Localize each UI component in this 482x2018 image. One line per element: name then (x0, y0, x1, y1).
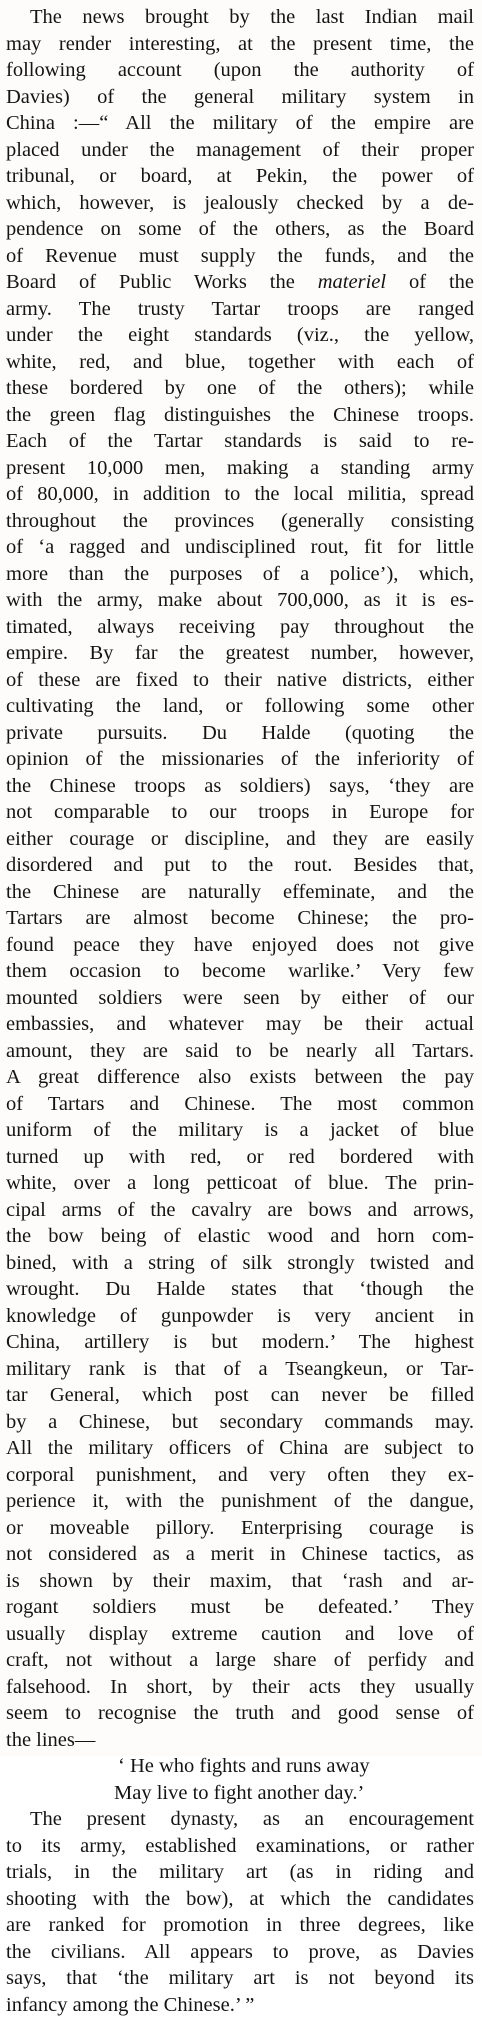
text-line: the Chinese are naturally effeminate, and the (6, 879, 474, 906)
text-line: of Tartars and Chinese. The most common (6, 1091, 474, 1118)
text-line: China :—“ All the military of the empire are (6, 110, 474, 137)
text-line: of Revenue must supply the funds, and the (6, 243, 474, 270)
text-line: the bow being of elastic wood and horn com- (6, 1223, 474, 1250)
text-line: corporal punishment, and very often they ex- (6, 1462, 474, 1489)
text-line: falsehood. In short, by their acts they usually (6, 1674, 474, 1701)
text-line: white, red, and blue, together with each of (6, 349, 474, 376)
text-line: The present dynasty, as an encouragement (6, 1806, 474, 1833)
text-line: either courage or discipline, and they are easily (6, 826, 474, 853)
text-line: following account (upon the authority of (6, 57, 474, 84)
text-line: more than the purposes of a police’), which, (6, 561, 474, 588)
text-line: China, artillery is but modern.’ The highest (6, 1329, 474, 1356)
text-line: to its army, established examinations, or rather (6, 1833, 474, 1860)
text-line: of these are fixed to their native districts, either (6, 667, 474, 694)
text-line: these bordered by one of the others); while (6, 375, 474, 402)
text-line: not considered as a merit in Chinese tactics, as (6, 1541, 474, 1568)
text-line: disordered and put to the rout. Besides that, (6, 852, 474, 879)
text-line: perience it, with the punishment of the dangue, (6, 1488, 474, 1515)
text-line: throughout the provinces (generally consisting (6, 508, 474, 535)
text-line: under the eight standards (viz., the yellow, (6, 322, 474, 349)
text-line: private pursuits. Du Halde (quoting the (6, 720, 474, 747)
text-line: empire. By far the greatest number, however, (6, 640, 474, 667)
text-line: Board of Public Works the materiel of the (6, 269, 474, 296)
text-line: tar General, which post can never be filled (6, 1382, 474, 1409)
text-line: pendence on some of the others, as the Board (6, 216, 474, 243)
text-line: mounted soldiers were seen by either of our (6, 985, 474, 1012)
verse-line: ‘ He who fights and runs away (6, 1753, 474, 1780)
text-line: seem to recognise the truth and good sense of (6, 1700, 474, 1727)
text-line: Each of the Tartar standards is said to re- (6, 428, 474, 455)
text-line: embassies, and whatever may be their actual (6, 1011, 474, 1038)
text-line: military rank is that of a Tseangkeun, or Tar- (6, 1356, 474, 1383)
body-paragraph (6, 4, 474, 1753)
text-line: amount, they are said to be nearly all Tartars. (6, 1038, 474, 1065)
text-line: them occasion to become warlike.’ Very few (6, 958, 474, 985)
text-line: the civilians. All appears to prove, as Davies (6, 1939, 474, 1966)
text-line: army. The trusty Tartar troops are ranged (6, 296, 474, 323)
text-line: bined, with a string of silk strongly twisted and (6, 1250, 474, 1277)
text-line: shooting with the bow), at which the candidates (6, 1886, 474, 1913)
closing-paragraph (6, 1806, 474, 2018)
text-line: of ‘a ragged and undisciplined rout, fit for little (6, 534, 474, 561)
text-line: says, that ‘the military art is not beyond its (6, 1965, 474, 1992)
text-line: trials, in the military art (as in riding and (6, 1859, 474, 1886)
verse-line: May live to fight another day.’ (6, 1780, 474, 1807)
text-line: present 10,000 men, making a standing army (6, 455, 474, 482)
text-line: with the army, make about 700,000, as it is es- (6, 587, 474, 614)
text-line: turned up with red, or red bordered with (6, 1144, 474, 1171)
text-line: cipal arms of the cavalry are bows and arrows, (6, 1197, 474, 1224)
text-line: of 80,000, in addition to the local militia, spread (6, 481, 474, 508)
text-line: uniform of the military is a jacket of blue (6, 1117, 474, 1144)
text-line: are ranked for promotion in three degrees, like (6, 1912, 474, 1939)
text-line: which, however, is jealously checked by a de- (6, 190, 474, 217)
verse-quote (6, 1753, 474, 1806)
text-line: timated, always receiving pay throughout the (6, 614, 474, 641)
text-line: A great difference also exists between the pay (6, 1064, 474, 1091)
text-line: is shown by their maxim, that ‘rash and ar- (6, 1568, 474, 1595)
text-line: All the military officers of China are subject to (6, 1435, 474, 1462)
text-line: knowledge of gunpowder is very ancient in (6, 1303, 474, 1330)
text-line: or moveable pillory. Enterprising courage is (6, 1515, 474, 1542)
text-line: may render interesting, at the present time, the (6, 31, 474, 58)
emphasis-word: materiel (318, 271, 386, 293)
text-line: cultivating the land, or following some other (6, 693, 474, 720)
text-line: found peace they have enjoyed does not give (6, 932, 474, 959)
text-line: not comparable to our troops in Europe for (6, 799, 474, 826)
text-line: Tartars are almost become Chinese; the pro- (6, 905, 474, 932)
text-line: craft, not without a large share of perfidy and (6, 1647, 474, 1674)
text-line: white, over a long petticoat of blue. The prin- (6, 1170, 474, 1197)
text-line: placed under the management of their proper (6, 137, 474, 164)
text-line: by a Chinese, but secondary commands may. (6, 1409, 474, 1436)
text-line: Davies) of the general military system in (6, 84, 474, 111)
article-column (6, 4, 474, 2018)
text-line: opinion of the missionaries of the inferiority of (6, 746, 474, 773)
text-line: usually display extreme caution and love of (6, 1621, 474, 1648)
text-line: tribunal, or board, at Pekin, the power of (6, 163, 474, 190)
text-line: rogant soldiers must be defeated.’ They (6, 1594, 474, 1621)
text-line: the lines— (6, 1727, 474, 1754)
text-line: wrought. Du Halde states that ‘though the (6, 1276, 474, 1303)
text-line: the green flag distinguishes the Chinese troops. (6, 402, 474, 429)
text-line: infancy among the Chinese.’ ” (6, 1992, 474, 2018)
text-line: The news brought by the last Indian mail (6, 4, 474, 31)
text-line: the Chinese troops as soldiers) says, ‘they are (6, 773, 474, 800)
